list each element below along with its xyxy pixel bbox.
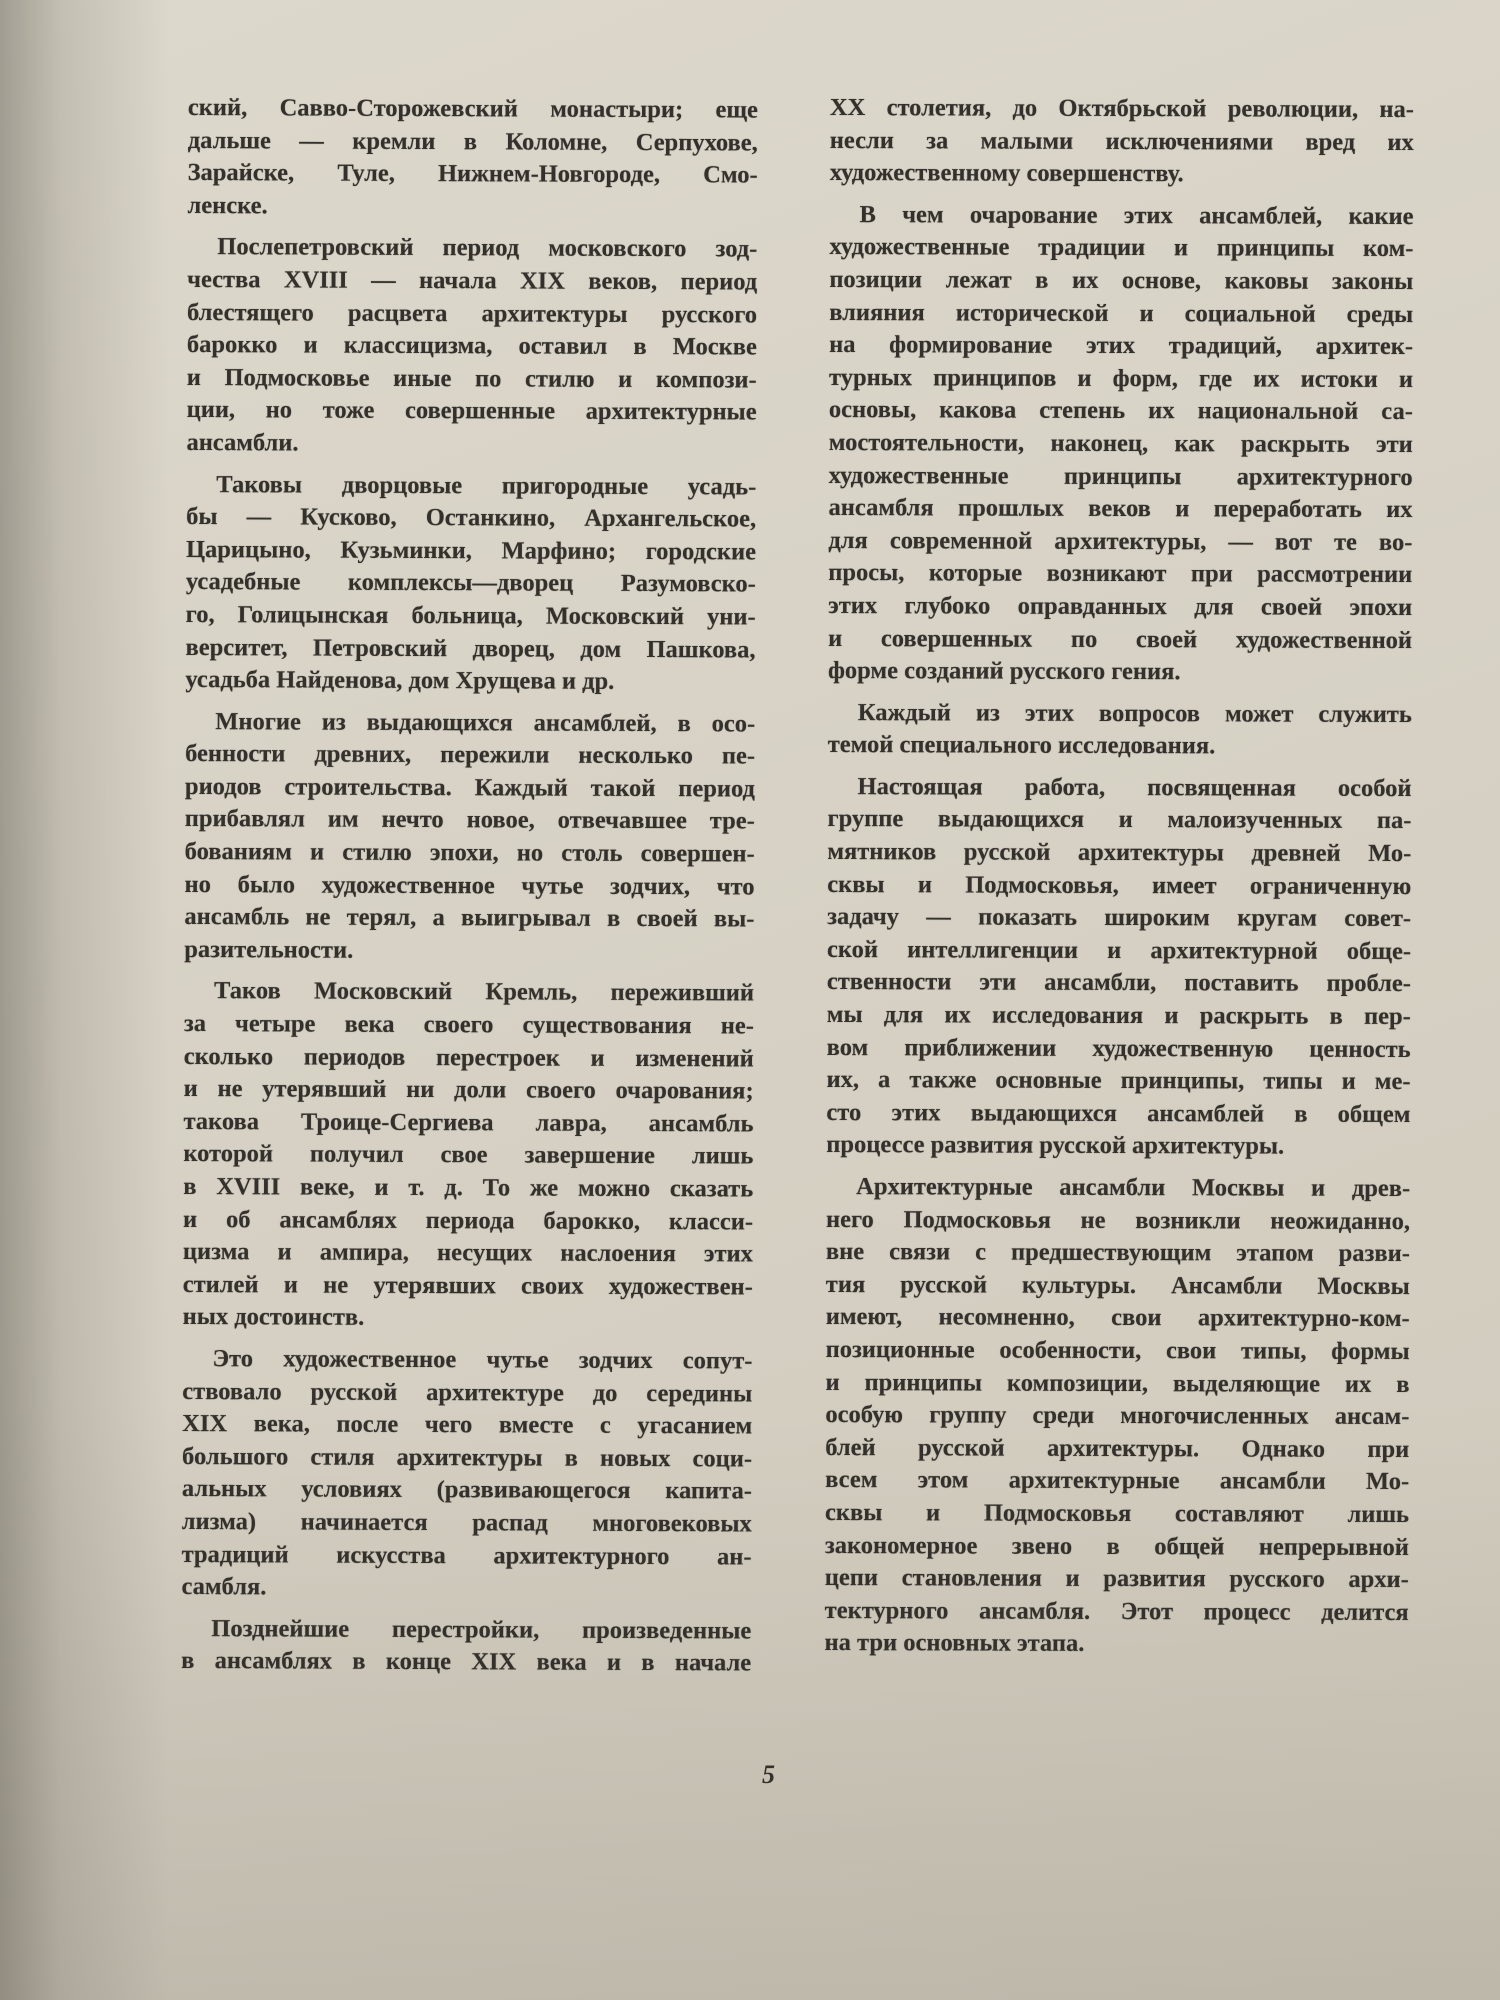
text-line: художественному совершенству. <box>829 159 1184 188</box>
text-line: позиции лежат в их основе, каковы законы <box>829 265 1414 296</box>
text-line: вом приближении художественную ценность <box>826 1033 1411 1063</box>
text-line: ансамбли. <box>186 428 299 457</box>
text-line: бы — Кусково, Останкино, Архангельское, <box>186 503 757 533</box>
text-line: мостоятельности, наконец, как раскрыть эти <box>828 428 1413 458</box>
text-line: такова Троице-Сергиева лавра, ансамбль <box>183 1107 754 1138</box>
text-line: Настоящая работа, посвященная особой <box>857 772 1412 802</box>
text-line: которой получил свое завершение лишь <box>183 1140 754 1170</box>
left-text-column <box>181 92 758 1689</box>
text-line: Послепетровский период московского зод- <box>217 233 758 263</box>
text-line: и совершенных по своей художественной <box>828 624 1413 654</box>
text-line: этих глубоко оправданных для своей эпохи <box>828 591 1413 621</box>
text-line: Это художественное чутье зодчих сопут- <box>212 1345 753 1375</box>
text-line: стилей и не утерявших своих художествен- <box>182 1270 753 1301</box>
text-line: вне связи с предшествующим этапом разви- <box>825 1238 1410 1268</box>
text-line: тия русской культуры. Ансамбли Москвы <box>825 1270 1410 1300</box>
text-line: В чем очарование этих ансамблей, какие <box>859 200 1414 230</box>
text-line: мы для их исследования и раскрыть в пер- <box>826 1001 1411 1031</box>
text-line: процессе развития русской архитектуры. <box>826 1131 1285 1160</box>
text-line: позиционные особенности, свои типы, формы <box>825 1335 1410 1365</box>
text-line: за четыре века своего существования не- <box>183 1010 754 1040</box>
text-line: Зарайске, Туле, Нижнем-Новгороде, Смо- <box>187 159 758 189</box>
text-line: Архитектурные ансамбли Москвы и древ- <box>856 1173 1411 1203</box>
right-text-column <box>824 92 1414 1671</box>
paragraph <box>830 92 1414 192</box>
text-line: XIX века, после чего вместе с угасанием <box>182 1410 753 1440</box>
text-line: усадебные комплексы—дворец Разумовско- <box>185 568 756 598</box>
text-line: него Подмосковья не возникли неожиданно, <box>826 1205 1411 1235</box>
text-line: особую группу среди многочисленных ансам- <box>825 1401 1410 1431</box>
text-line: разительности. <box>184 935 354 964</box>
text-line: ных достоинств. <box>182 1303 365 1332</box>
paragraph <box>186 231 757 462</box>
text-line: дальше — кремли в Коломне, Серпухове, <box>187 126 758 157</box>
text-line: самбля. <box>181 1573 267 1601</box>
text-line: ции, но тоже совершенные архитектурные <box>186 396 757 426</box>
text-line: группе выдающихся и малоизученных па- <box>827 805 1412 835</box>
text-line: мятников русской архитектуры древней Мо- <box>827 838 1412 868</box>
text-line: сквы и Подмосковья составляют лишь <box>824 1498 1410 1528</box>
paragraph <box>187 92 758 225</box>
page-number: 5 <box>762 1760 775 1789</box>
text-line: усадьба Найденова, дом Хрущева и др. <box>185 666 615 695</box>
text-line: Царицыно, Кузьминки, Марфино; городские <box>185 535 757 566</box>
text-line: ансамбля прошлых веков и переработать их <box>828 494 1413 524</box>
text-line: Каждый из этих вопросов может служить <box>857 698 1412 728</box>
paragraph <box>183 975 755 1336</box>
text-line: и Подмосковье иные по стилю и компози- <box>186 363 757 394</box>
text-line: и принципы композиции, выделяющие их в <box>825 1368 1410 1398</box>
text-line: несли за малыми исключениями вред их <box>829 126 1414 156</box>
text-line: блестящего расцвета архитектуры русского <box>186 298 758 329</box>
text-line: основы, какова степень их национальной са- <box>828 396 1413 426</box>
text-line: лизма) начинается распад многовековых <box>181 1507 752 1538</box>
text-line: всем этом архитектурные ансамбли Мо- <box>825 1466 1410 1496</box>
paragraph <box>181 1613 751 1681</box>
text-line: традиций искусства архитектурного ан- <box>181 1540 752 1571</box>
text-line: ансамбль не терял, а выигрывал в своей вы- <box>184 903 755 933</box>
text-line: но было художественное чутье зодчих, что <box>184 870 755 901</box>
text-line: прибавлял им нечто новое, отвечавшее тре- <box>184 805 755 835</box>
text-line: тектурного ансамбля. Этот процесс делится <box>824 1596 1409 1626</box>
paragraph <box>181 1343 752 1606</box>
text-line: турных принципов и форм, где их истоки и <box>828 363 1414 393</box>
text-line: блей русской архитектуры. Однако при <box>825 1433 1410 1463</box>
text-line: в ансамблях в конце XIX века и в начале <box>181 1647 752 1677</box>
text-line: чества XVIII — начала XIX веков, период <box>187 265 758 296</box>
text-line: и об ансамблях периода барокко, класси- <box>183 1205 754 1236</box>
text-line: на три основных этапа. <box>824 1629 1085 1658</box>
text-line: художественные принципы архитектурного <box>828 461 1413 491</box>
text-line: сто этих выдающихся ансамблей в общем <box>826 1098 1411 1128</box>
paragraph <box>826 771 1411 1164</box>
text-line: го, Голицынская больница, Московский уни- <box>185 600 756 631</box>
paragraph <box>825 1171 1411 1662</box>
text-line: цизма и ампира, несущих наслоения этих <box>182 1238 753 1268</box>
text-line: закономерное звено в общей непрерывной <box>824 1531 1409 1561</box>
text-line: бенности древних, пережили несколько пе- <box>185 740 756 770</box>
paragraph <box>828 697 1412 764</box>
text-line: и не утерявший ни доли своего очарования; <box>183 1075 754 1105</box>
text-line: просы, которые возникают при рассмотрении <box>828 559 1413 589</box>
text-line: сквы и Подмосковья, имеет ограниченную <box>827 870 1412 900</box>
text-line: задачу — показать широким кругам совет- <box>827 903 1412 933</box>
text-line: Многие из выдающихся ансамблей, в осо- <box>215 707 756 738</box>
text-line: ленске. <box>187 191 268 220</box>
text-line: ственности эти ансамбли, поставить пробле- <box>826 968 1411 998</box>
text-line: ствовало русской архитектуре до середины <box>182 1377 753 1408</box>
text-line: в XVIII веке, и т. д. То же можно сказать <box>183 1172 754 1203</box>
text-line: ской интеллигенции и архитектурной обще- <box>826 935 1412 965</box>
paragraph <box>185 469 756 700</box>
text-line: их, а также основные принципы, типы и ме- <box>826 1066 1411 1096</box>
text-line: барокко и классицизма, оставил в Москве <box>186 331 757 361</box>
text-line: для современной архитектуры, — вот те во- <box>828 526 1413 556</box>
text-line: сколько периодов перестроек и изменений <box>183 1042 754 1073</box>
text-line: XX столетия, до Октябрьской революции, на- <box>829 93 1414 124</box>
text-line: альных условиях (развивающегося капита- <box>181 1475 752 1505</box>
text-line: на формирование этих традиций, архитек- <box>829 331 1414 361</box>
text-line: Позднейшие перестройки, произведенные <box>211 1614 752 1645</box>
text-line: верситет, Петровский дворец, дом Пашкова, <box>185 633 756 663</box>
text-line: форме созданий русского гения. <box>827 657 1181 686</box>
text-line: риодов строительства. Каждый такой период <box>184 772 756 803</box>
paragraph <box>828 199 1414 690</box>
text-line: цепи становления и развития русского архи- <box>824 1564 1409 1594</box>
text-line: ский, Савво-Сторожевский монастыри; еще <box>187 93 758 124</box>
text-line: влияния исторической и социальной среды <box>829 298 1414 328</box>
text-line: Таковы дворцовые пригородные усадь- <box>216 470 757 501</box>
text-line: Таков Московский Кремль, переживший <box>214 977 755 1007</box>
paragraph <box>184 706 755 969</box>
text-line: имеют, несомненно, свои архитектурно-ком- <box>825 1303 1410 1333</box>
text-line: бованиям и стилю эпохи, но столь совершен- <box>184 838 755 868</box>
text-line: темой специального исследования. <box>827 731 1216 760</box>
text-line: художественные традиции и принципы ком- <box>829 233 1414 263</box>
text-line: большого стиля архитектуры в новых соци- <box>181 1442 753 1473</box>
